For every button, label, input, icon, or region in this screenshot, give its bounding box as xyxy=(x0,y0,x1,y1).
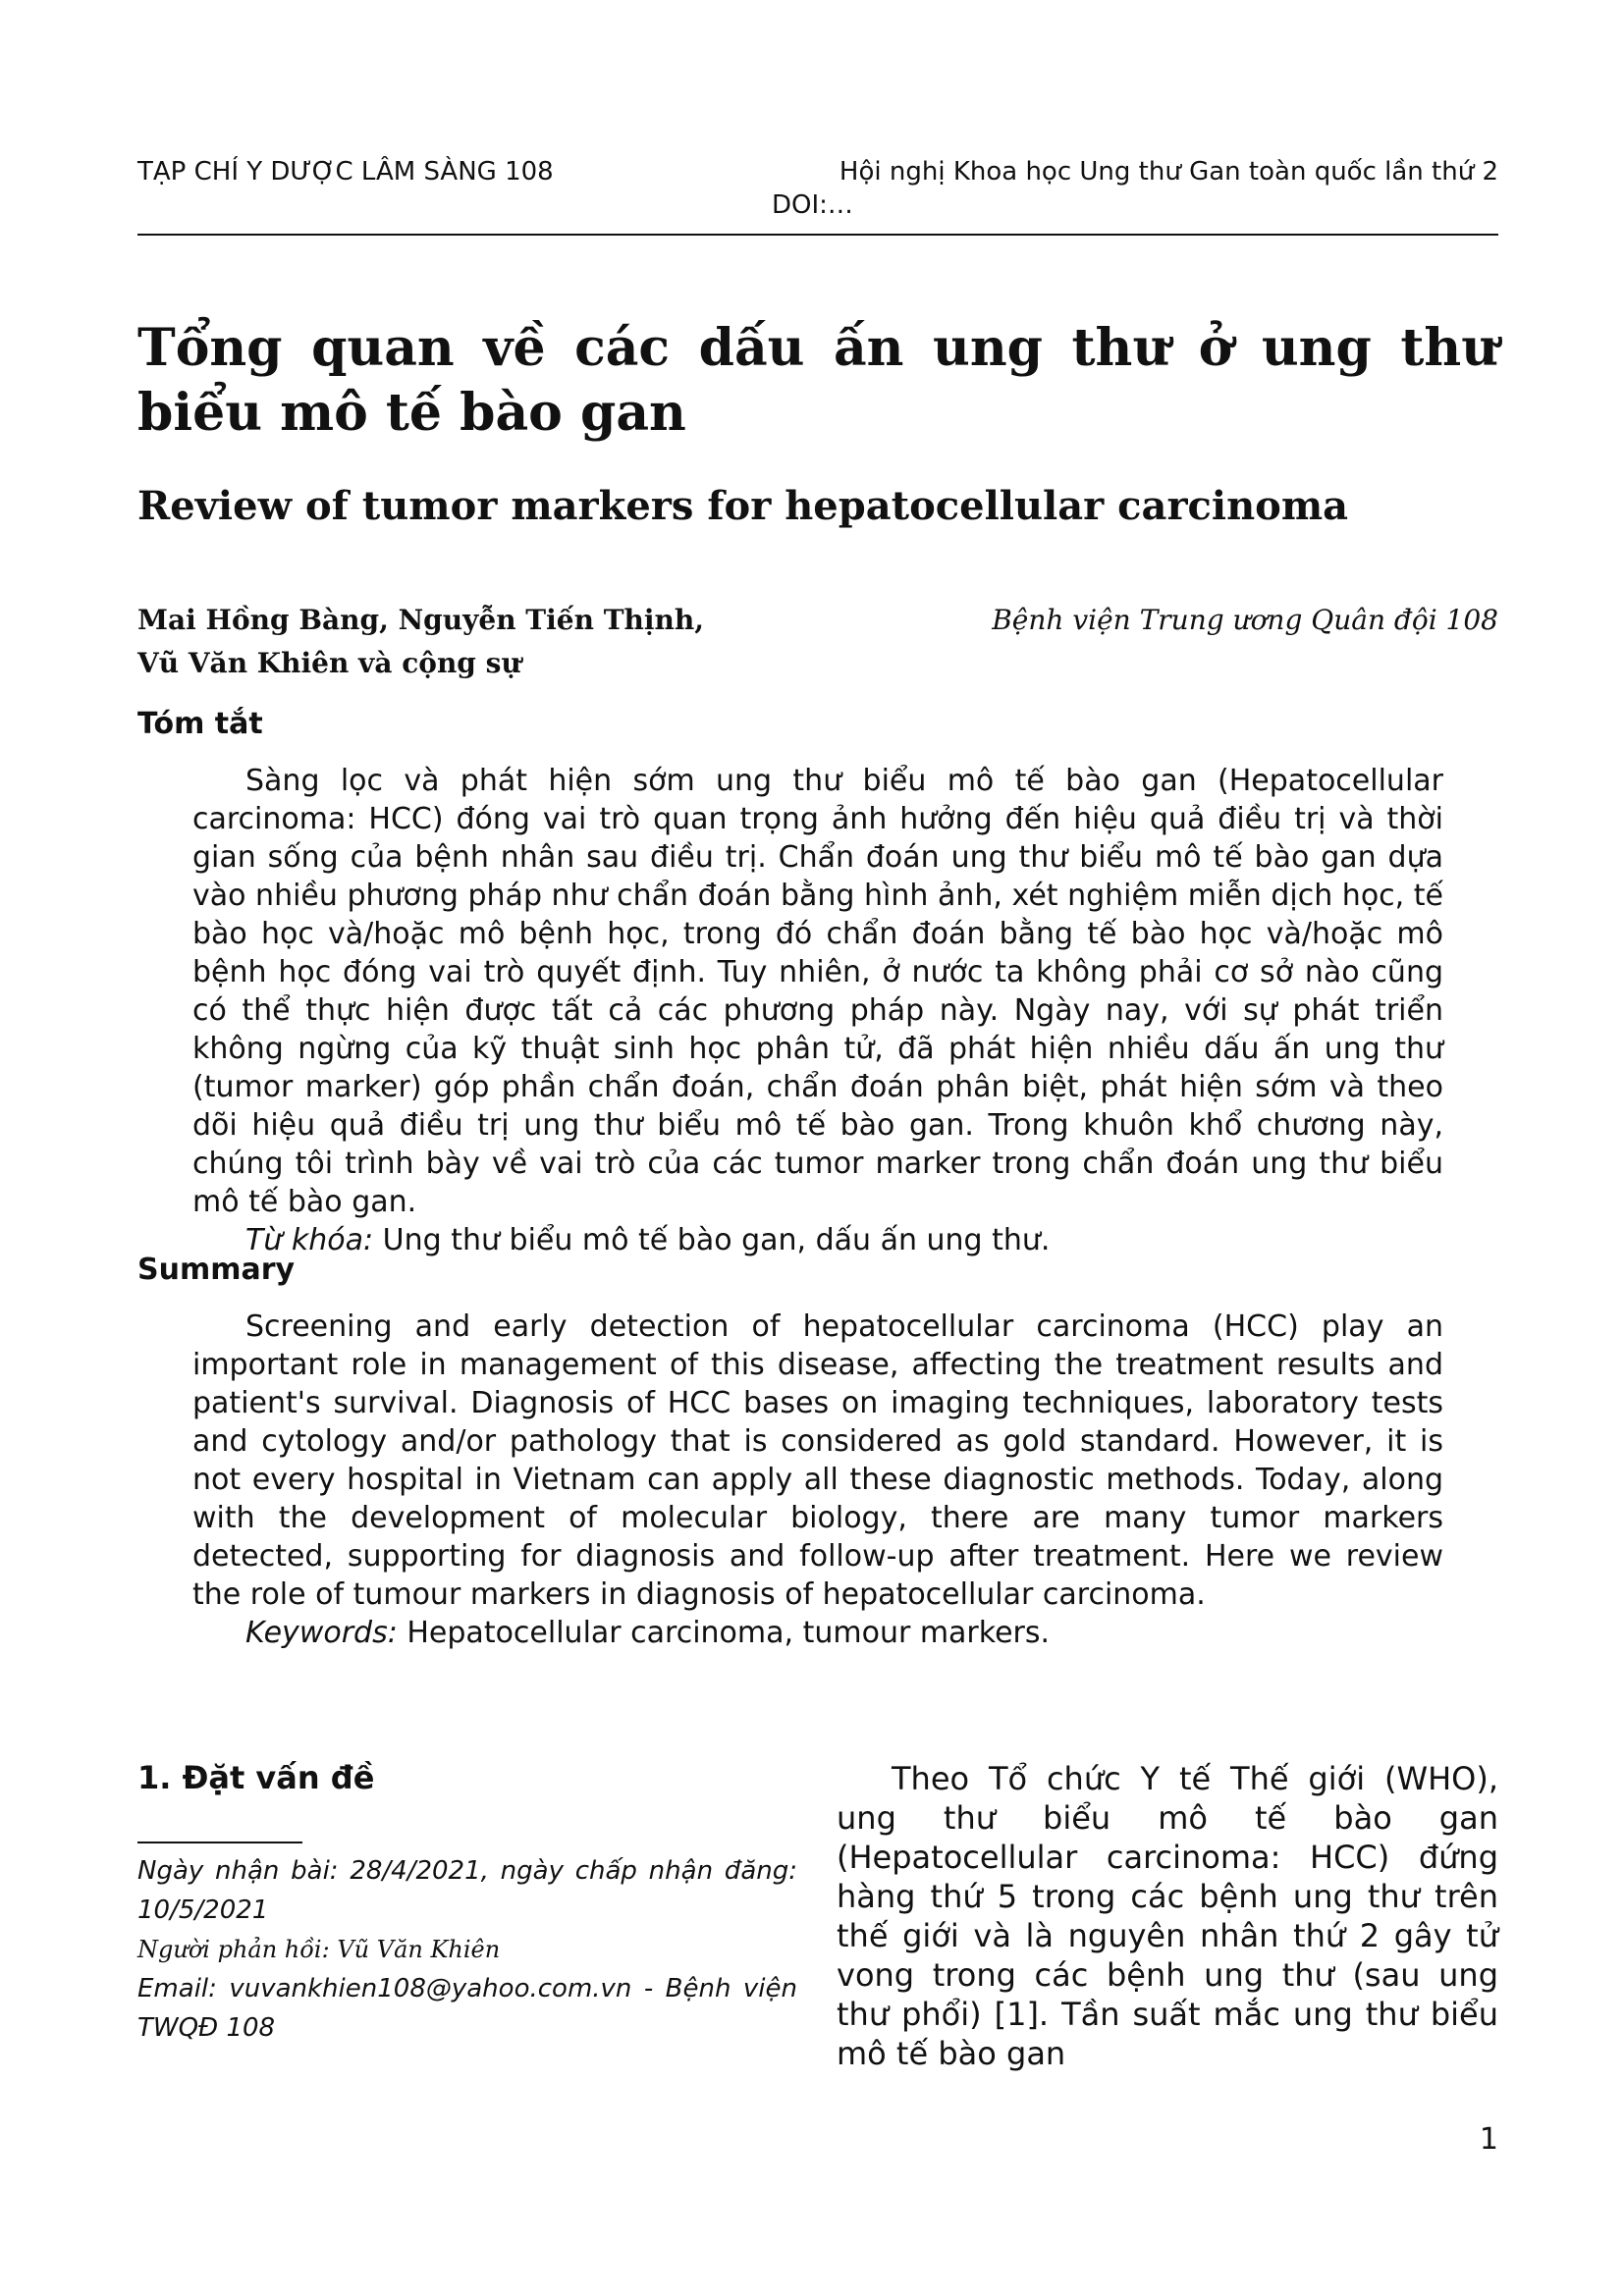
author-list xyxy=(137,599,825,685)
summary-text: Screening and early detection of hepatocellular carcinoma (HCC) play an important role in management of this disease, affecting the treatment results and patient's survival. Diagnosis of HCC bases on imaging techniques, laboratory tests and cytology and/or pathology that is considered as gold standard. However, it is not every hospital in Vietnam can apply all these diagnostic methods. Today, along with the development of molecular biology, there are many tumor markers detected, supporting for diagnosis and follow-up after treatment. Here we review the role of tumour markers in diagnosis of hepatocellular carcinoma. xyxy=(192,1309,1443,1612)
footnote-reviewer: Người phản hồi: Vũ Văn Khiên xyxy=(137,1936,501,1963)
section-1-heading: 1. Đặt vấn đề xyxy=(137,1759,375,1796)
journal-name: TẠP CHÍ Y DƯỢC LÂM SÀNG 108 xyxy=(137,157,554,187)
article-subtitle-english: Review of tumor markers for hepatocellular carcinoma xyxy=(137,483,1349,529)
footnote-rule xyxy=(137,1842,302,1843)
footnote-email: Email: vuvankhien108@yahoo.com.vn - Bệnh viện TWQĐ 108 xyxy=(137,1974,797,2043)
tomtat-keywords-label: Từ khóa: xyxy=(245,1223,374,1257)
tomtat-keywords-value: Ung thư biểu mô tế bào gan, dấu ấn ung thư. xyxy=(382,1223,1051,1257)
affiliation: Bệnh viện Trung ương Quân đội 108 xyxy=(992,604,1498,636)
author-line-1: Mai Hồng Bàng, Nguyễn Tiến Thịnh, xyxy=(137,604,704,636)
page-number: 1 xyxy=(1479,2122,1498,2157)
tomtat-abstract xyxy=(192,762,1443,1259)
footnote-dates: Ngày nhận bài: 28/4/2021, ngày chấp nhận đăng: 10/5/2021 xyxy=(137,1856,797,1925)
conference-name: Hội nghị Khoa học Ung thư Gan toàn quốc lần thứ 2 xyxy=(839,157,1498,187)
tomtat-keywords xyxy=(192,1221,1443,1259)
tomtat-heading: Tóm tắt xyxy=(137,707,263,741)
summary-keywords-value: Hepatocellular carcinoma, tumour markers. xyxy=(406,1616,1051,1650)
footnote xyxy=(137,1851,797,2048)
summary-heading: Summary xyxy=(137,1253,296,1287)
article-title: Tổng quan về các dấu ấn ung thư ở ung thư biểu mô tế bào gan xyxy=(137,318,1498,443)
running-header xyxy=(137,157,1498,236)
summary-keywords-label: Keywords: xyxy=(245,1616,398,1650)
tomtat-text: Sàng lọc và phát hiện sớm ung thư biểu mô tế bào gan (Hepatocellular carcinoma: HCC) đóng vai trò quan trọng ảnh hưởng đến hiệu quả điều trị và thời gian sống của bệnh nhân sau điều trị. Chẩn đoán ung thư biểu mô tế bào gan dựa vào nhiều phương pháp như chẩn đoán bằng hình ảnh, xét nghiệm miễn dịch học, tế bào học và/hoặc mô bệnh học, trong đó chẩn đoán bằng tế bào học và/hoặc mô bệnh học đóng vai trò quyết định. Tuy nhiên, ở nước ta không phải cơ sở nào cũng có thể thực hiện được tất cả các phương pháp này. Ngày nay, với sự phát triển không ngừng của kỹ thuật sinh học phân tử, đã phát hiện nhiều dấu ấn ung thư (tumor marker) góp phần chẩn đoán, chẩn đoán phân biệt, phát hiện sớm và theo dõi hiệu quả điều trị ung thư biểu mô tế bào gan. Trong khuôn khổ chương này, chúng tôi trình bày về vai trò của các tumor marker trong chẩn đoán ung thư biểu mô tế bào gan. xyxy=(192,764,1443,1219)
section-1-body: Theo Tổ chức Y tế Thế giới (WHO), ung thư biểu mô tế bào gan (Hepatocellular carcinoma: HCC) đứng hàng thứ 5 trong các bệnh ung thư trên thế giới và là nguyên nhân thứ 2 gây tử vong trong các bệnh ung thư (sau ung thư phổi) [1]. Tần suất mắc ung thư biểu mô tế bào gan xyxy=(837,1760,1498,2072)
summary-abstract xyxy=(192,1308,1443,1652)
author-line-2: Vũ Văn Khiên và cộng sự xyxy=(137,647,521,679)
doi-label: DOI:… xyxy=(772,190,853,220)
summary-keywords xyxy=(192,1614,1443,1652)
